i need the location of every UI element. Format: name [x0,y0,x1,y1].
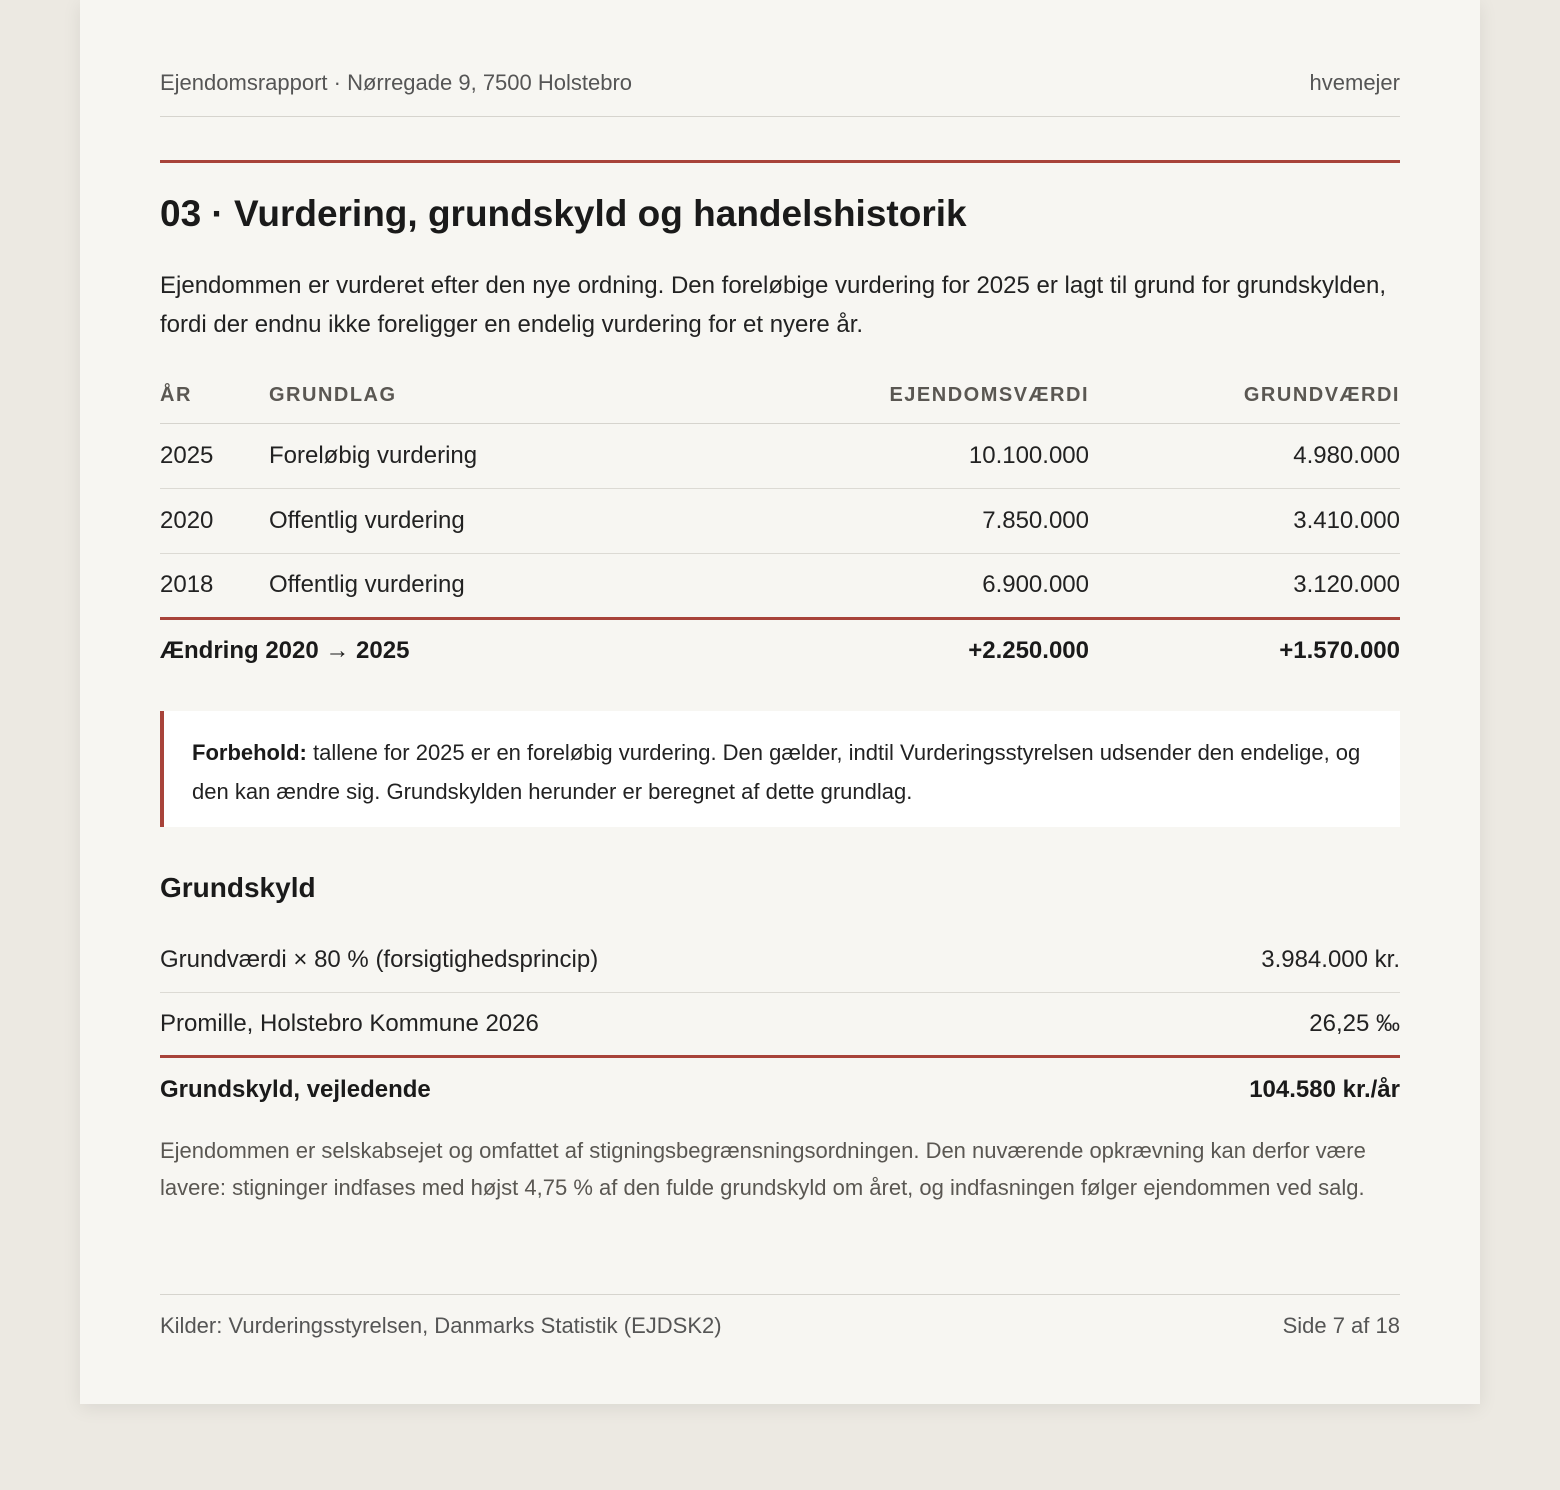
footer-sources: Kilder: Vurderingsstyrelsen, Danmarks Statistik (EJDSK2) [160,1313,722,1338]
disclaimer-callout [160,711,1400,827]
table-row [160,423,1400,488]
grundskyld-footnote: Ejendommen er selskabsejet og omfattet af stigningsbegrænsningsordningen. Den nuværende opkrævning kan derfor være lavere: stigninger indfases med højst 4,75 % af den fulde grundskyld om året, og indfasningen følger ejendommen ved salg. [160,1138,1366,1200]
cell-basis: Offentlig vurdering [269,488,719,553]
total-value: 104.580 kr./år [1249,1076,1400,1103]
section-divider [160,160,1400,163]
total-label: Grundskyld, vejledende [160,1076,431,1103]
cell-basis: Foreløbig vurdering [269,423,719,488]
page-header [160,70,1400,117]
cell-property-value: 7.850.000 [719,488,1089,553]
cell-land-value: 3.410.000 [1089,488,1400,553]
table-total-row [160,618,1400,682]
total-land-value: +1.570.000 [1279,636,1400,664]
grundskyld-table [160,928,1400,1122]
column-header-property-value: EJENDOMSVÆRDI [719,368,1089,423]
row-value: 3.984.000 kr. [1261,946,1400,973]
column-header-basis: GRUNDLAG [269,368,719,423]
header-brand: hvemejer [1309,70,1400,95]
column-header-land-value: GRUNDVÆRDI [1089,368,1400,423]
header-document-title: Ejendomsrapport · Nørregade 9, 7500 Holstebro [160,70,633,95]
total-label: Ændring 2020 → 2025 [160,636,410,664]
table-row [160,553,1400,618]
cell-year: 2018 [160,553,269,618]
cell-property-value: 6.900.000 [719,553,1089,618]
cell-basis: Offentlig vurdering [269,553,719,618]
grundskyld-heading: Grundskyld [160,872,316,903]
grundskyld-total-row [160,1058,1400,1122]
section-title: 03 · Vurdering, grundskyld og handelshistorik [160,193,967,234]
row-value: 26,25 ‰ [1309,1010,1400,1037]
page-footer [160,1294,1400,1339]
row-label: Promille, Holstebro Kommune 2026 [160,1010,539,1037]
table-header-row [160,368,1400,423]
page-number: Side 7 af 18 [1282,1313,1400,1338]
cell-year: 2020 [160,488,269,553]
cell-land-value: 4.980.000 [1089,423,1400,488]
table-row [160,488,1400,553]
total-property-value: +2.250.000 [968,636,1089,664]
section-intro: Ejendommen er vurderet efter den nye ordning. Den foreløbige vurdering for 2025 er lagt til grund for grundskylden, fordi der endnu ikke foreligger en endelig vurdering for et nyere år. [160,272,1387,338]
valuation-table [160,368,1400,682]
cell-year: 2025 [160,423,269,488]
row-label: Grundværdi × 80 % (forsigtighedsprincip) [160,946,599,973]
list-item [160,993,1400,1058]
column-header-year: ÅR [160,368,269,423]
report-page [80,0,1480,1404]
cell-property-value: 10.100.000 [719,423,1089,488]
list-item [160,928,1400,993]
disclaimer-label: Forbehold: [192,740,307,765]
disclaimer-text: tallene for 2025 er en foreløbig vurdering. Den gælder, indtil Vurderingsstyrelsen udsender den endelige, og den kan ændre sig. Grundskylden herunder er beregnet af dette grundlag. [192,740,1361,804]
cell-land-value: 3.120.000 [1089,553,1400,618]
